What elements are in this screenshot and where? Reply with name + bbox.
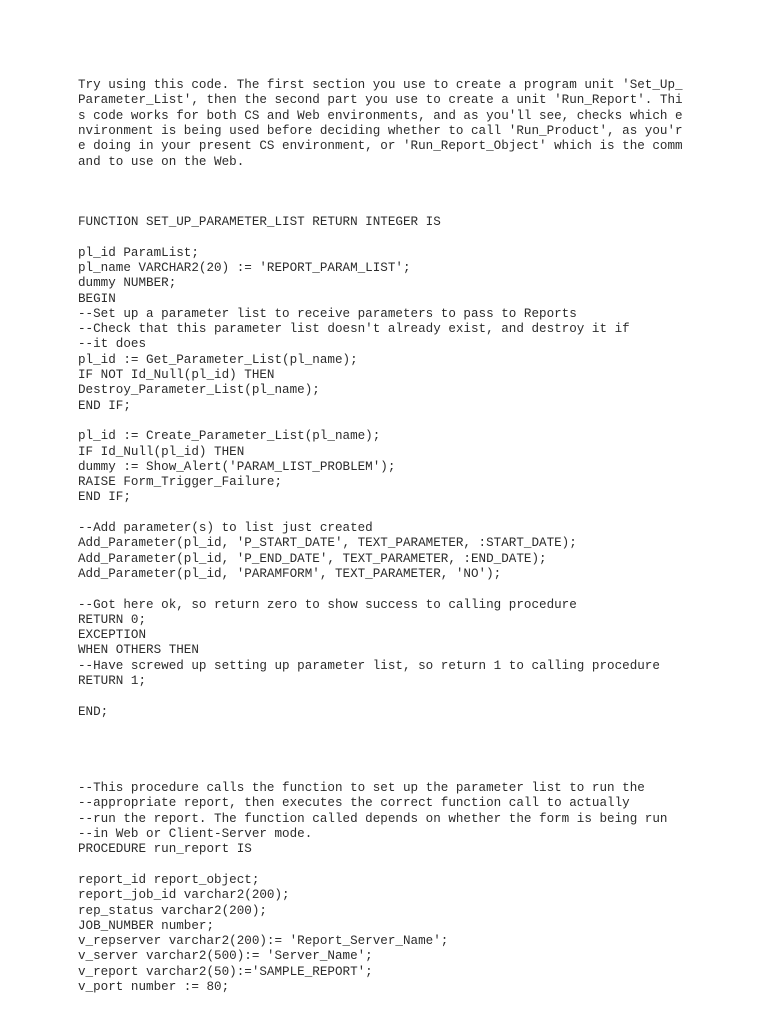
code-line: pl_id := Get_Parameter_List(pl_name);: [78, 352, 358, 367]
code-line: pl_name VARCHAR2(20) := 'REPORT_PARAM_LIST';: [78, 260, 411, 275]
intro-text-line: e doing in your present CS environment, or 'Run_Report_Object' which is the comm: [78, 139, 683, 154]
code-line: dummy := Show_Alert('PARAM_LIST_PROBLEM');: [78, 459, 396, 474]
code-line: --it does: [78, 337, 147, 352]
code-line: BEGIN: [78, 291, 116, 306]
code-line: END IF;: [78, 490, 131, 505]
code-line: v_report varchar2(50):='SAMPLE_REPORT';: [78, 964, 373, 979]
code-line: dummy NUMBER;: [78, 276, 177, 291]
code-line: IF NOT Id_Null(pl_id) THEN: [78, 368, 275, 382]
code-line: --in Web or Client-Server mode.: [78, 827, 313, 841]
code-line: --Have screwed up setting up parameter list, so return 1 to calling procedure: [78, 658, 660, 673]
code-line: --This procedure calls the function to set up the parameter list to run the: [78, 781, 645, 796]
intro-text-line: s code works for both CS and Web environments, and as you'll see, checks which e: [78, 108, 683, 123]
code-line: Destroy_Parameter_List(pl_name);: [78, 383, 320, 398]
code-line: FUNCTION SET_UP_PARAMETER_LIST RETURN INTEGER IS: [78, 215, 441, 229]
code-line: --Set up a parameter list to receive parameters to pass to Reports: [78, 306, 577, 321]
code-line: END;: [78, 704, 109, 719]
code-line: rep_status varchar2(200);: [78, 903, 267, 918]
code-line: --run the report. The function called depends on whether the form is being run: [78, 811, 668, 826]
code-line: RETURN 0;: [78, 612, 147, 627]
code-line: --Got here ok, so return zero to show success to calling procedure: [78, 597, 577, 612]
code-line: IF Id_Null(pl_id) THEN: [78, 444, 245, 459]
code-line: Add_Parameter(pl_id, 'PARAMFORM', TEXT_PARAMETER, 'NO');: [78, 566, 502, 581]
code-line: END IF;: [78, 398, 131, 413]
code-line: JOB_NUMBER number;: [78, 918, 215, 933]
code-line: v_repserver varchar2(200):= 'Report_Server_Name';: [78, 934, 449, 949]
intro-text-line: nvironment is being used before deciding whether to call 'Run_Product', as you'r: [78, 123, 683, 138]
code-line: report_id report_object;: [78, 872, 260, 887]
code-line: pl_id := Create_Parameter_List(pl_name);: [78, 429, 381, 444]
intro-text-line: and to use on the Web.: [78, 154, 245, 169]
code-line: pl_id ParamList;: [78, 245, 199, 260]
code-line: EXCEPTION: [78, 628, 147, 643]
code-line: v_port number := 80;: [78, 980, 230, 994]
intro-text-line: Try using this code. The first section you use to create a program unit 'Set_Up_: [78, 78, 683, 92]
code-line: v_server varchar2(500):= 'Server_Name';: [78, 949, 373, 964]
code-line: Add_Parameter(pl_id, 'P_START_DATE', TEXT_PARAMETER, :START_DATE);: [78, 536, 577, 551]
intro-text-line: Parameter_List', then the second part you use to create a unit 'Run_Report'. Thi: [78, 93, 683, 108]
code-line: --appropriate report, then executes the correct function call to actually: [78, 796, 630, 811]
code-line: RAISE Form_Trigger_Failure;: [78, 475, 283, 490]
code-line: RETURN 1;: [78, 674, 147, 688]
code-line: --Check that this parameter list doesn't already exist, and destroy it if: [78, 322, 630, 337]
code-line: --Add parameter(s) to list just created: [78, 521, 373, 535]
code-line: Add_Parameter(pl_id, 'P_END_DATE', TEXT_PARAMETER, :END_DATE);: [78, 551, 547, 566]
code-line: report_job_id varchar2(200);: [78, 888, 290, 903]
code-line: PROCEDURE run_report IS: [78, 842, 252, 857]
code-line: WHEN OTHERS THEN: [78, 643, 199, 658]
